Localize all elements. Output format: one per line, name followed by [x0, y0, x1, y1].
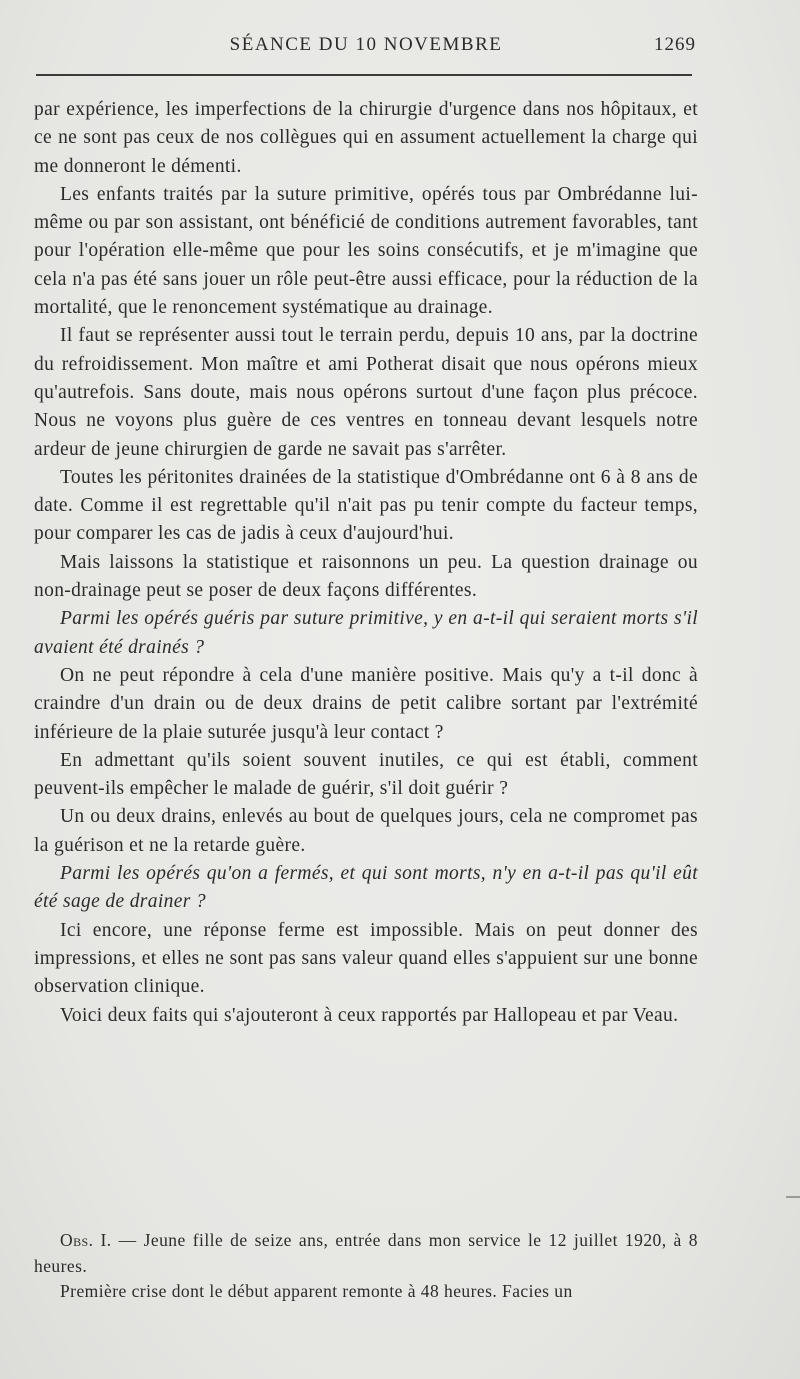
running-title: SÉANCE DU 10 NOVEMBRE — [229, 34, 503, 55]
paragraph: Ici encore, une réponse ferme est impossible. Mais on peut donner des impressions, et elles ne sont pas sans valeur quand elles s'appuient sur une bonne observation clinique. — [34, 919, 698, 998]
observation-intro-text: — Jeune fille de seize ans, entrée dans mon service le 12 juillet 1920, à 8 heures. — [34, 1230, 698, 1276]
paragraph: Toutes les péritonites drainées de la statistique d'Ombrédanne ont 6 à 8 ans de date. Comme il est regrettable qu'il n'ait pas pu tenir compte du facteur temps, pour comparer les cas de jadis à ceux d'aujourd'hui. — [34, 466, 698, 545]
observation-line: Première crise dont le début apparent remonte à 48 heures. Facies un — [60, 1281, 573, 1301]
italic-question: Parmi les opérés guéris par suture primitive, y en a-t-il qui seraient morts s'il avaient été drainés ? — [34, 608, 698, 658]
paragraph: par expérience, les imperfections de la chirurgie d'urgence dans nos hôpitaux, et ce ne sont pas ceux de nos collègues qui en assument actuellement la charge qui me donneront le démenti. — [34, 99, 698, 177]
paragraph: On ne peut répondre à cela d'une manière positive. Mais qu'y a t-il donc à craindre d'un drain ou de deux drains de petit calibre sortant par l'extrémité inférieure de la plaie suturée jusqu'à leur contact ? — [34, 664, 698, 743]
page-number: 1269 — [654, 34, 696, 55]
header-rule — [36, 74, 692, 76]
body-text — [34, 96, 698, 1030]
paragraph: Voici deux faits qui s'ajouteront à ceux rapportés par Hallopeau et par Veau. — [60, 1004, 679, 1026]
margin-mark — [786, 1196, 800, 1198]
paragraph: En admettant qu'ils soient souvent inutiles, ce qui est établi, comment peuvent-ils empêcher le malade de guérir, s'il doit guérir ? — [34, 749, 698, 800]
observation-intro — [34, 1228, 698, 1279]
observation-block — [34, 1228, 698, 1305]
paragraph: Il faut se représenter aussi tout le terrain perdu, depuis 10 ans, par la doctrine du refroidissement. Mon maître et ami Potherat disait que nous opérons mieux qu'autrefois. Sans doute, mais nous opérons surtout d'une façon plus précoce. Nous ne voyons plus guère de ces ventres en tonneau devant lesquels notre ardeur de jeune chirurgien de garde ne savait pas s'arrêter. — [34, 325, 698, 460]
paragraph: Mais laissons la statistique et raisonnons un peu. La question drainage ou non-drainage peut se poser de deux façons différentes. — [34, 551, 698, 602]
paragraph: Un ou deux drains, enlevés au bout de quelques jours, cela ne compromet pas la guérison et ne la retarde guère. — [34, 806, 698, 856]
paragraph: Les enfants traités par la suture primitive, opérés tous par Ombrédanne lui-même ou par son assistant, ont bénéficié de conditions autrement favorables, tant pour l'opération elle-même que pour les soins consécutifs, et je m'imagine que cela n'a pas été sans jouer un rôle peut-être aussi efficace, pour la réduction de la mortalité, que le renoncement systématique au drainage. — [34, 183, 698, 319]
observation-label: Obs. I. — [60, 1230, 112, 1250]
italic-question: Parmi les opérés qu'on a fermés, et qui sont morts, n'y en a-t-il pas qu'il eût été sage de drainer ? — [34, 863, 698, 913]
page-header — [36, 34, 696, 60]
